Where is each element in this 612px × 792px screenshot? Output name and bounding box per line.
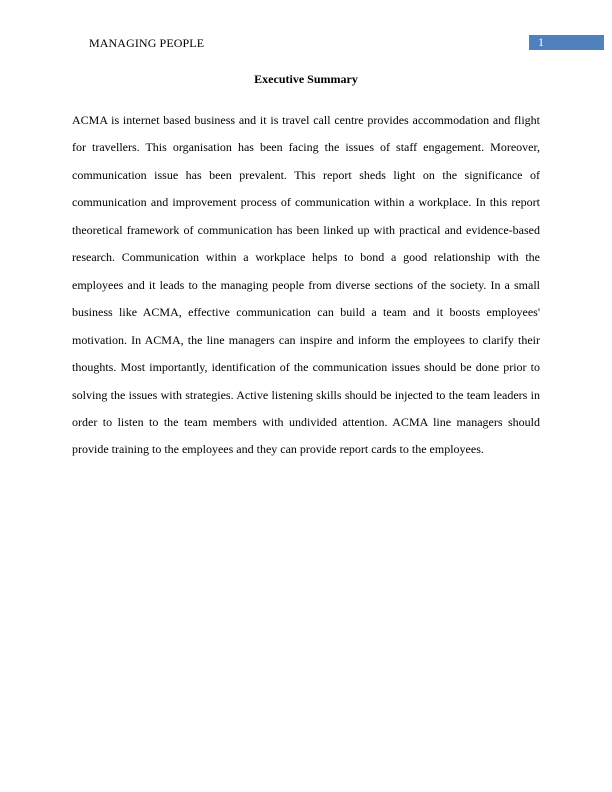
running-head: MANAGING PEOPLE [89,36,205,50]
page-number: 1 [529,35,604,50]
section-title: Executive Summary [254,72,358,86]
summary-paragraph: ACMA is internet based business and it is travel call centre provides accommodation and flight for travellers. This organisation has been facing the issues of staff engagement. Moreover, communication issue has been prevalent. This report sheds light on the significance of communication and improvement process of communication within a workplace. In this report theoretical framework of communication has been linked up with practical and evidence-based research. Communication within a workplace helps to bond a good relationship with the employees and it leads to the managing people from diverse sections of the society. In a small business like ACMA, effective communication can build a team and it boosts employees' motivation. In ACMA, the line managers can inspire and inform the employees to clarify their thoughts. Most importantly, identification of the communication issues should be done prior to solving the issues with strategies. Active listening skills should be injected to the team leaders in order to listen to the team members with undivided attention. ACMA line managers should provide training to the employees and they can provide report cards to the employees. [72,113,540,457]
